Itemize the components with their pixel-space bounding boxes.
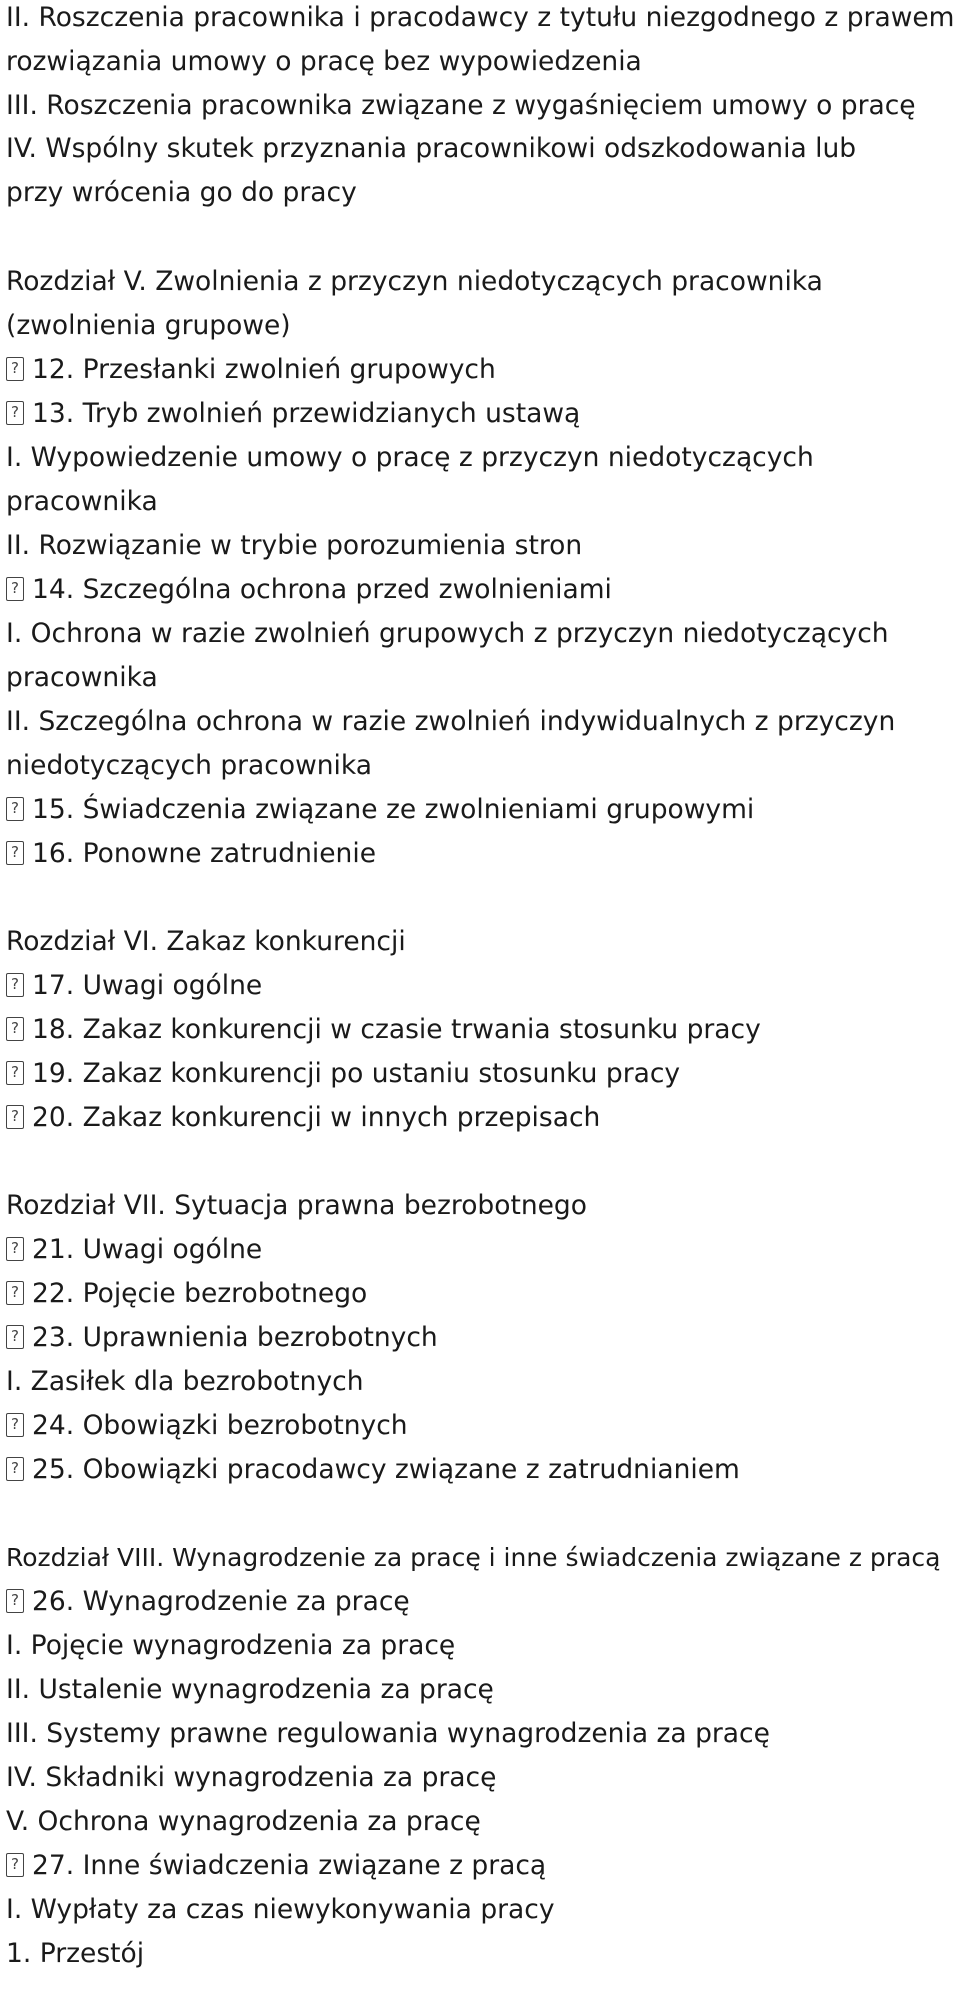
toc-line xyxy=(6,1800,481,1844)
toc-line xyxy=(6,612,889,656)
line-text: V. Ochrona wynagrodzenia za pracę xyxy=(6,1806,481,1837)
toc-line xyxy=(6,700,895,744)
missing-glyph-icon xyxy=(6,1237,24,1261)
line-text: pracownika xyxy=(6,486,158,517)
toc-line xyxy=(6,1360,364,1404)
line-text: przy wrócenia go do pracy xyxy=(6,177,357,208)
toc-section xyxy=(6,1448,740,1492)
missing-glyph-icon xyxy=(6,1325,24,1349)
toc-section xyxy=(6,392,580,436)
line-text: 17. Uwagi ogólne xyxy=(32,970,263,1001)
missing-glyph-icon xyxy=(6,577,24,601)
line-text: II. Szczególna ochrona w razie zwolnień indywidualnych z przyczyn xyxy=(6,706,896,737)
line-text: (zwolnienia grupowe) xyxy=(6,310,291,341)
chapter-heading xyxy=(6,1184,587,1228)
toc-line xyxy=(6,1756,496,1800)
toc-line xyxy=(6,127,856,171)
missing-glyph-icon xyxy=(6,401,24,425)
toc-section xyxy=(6,1404,408,1448)
line-text: 24. Obowiązki bezrobotnych xyxy=(32,1410,408,1441)
line-text: rozwiązania umowy o pracę bez wypowiedzenia xyxy=(6,46,642,77)
line-text: 19. Zakaz konkurencji po ustaniu stosunku pracy xyxy=(32,1058,681,1089)
line-text: niedotyczących pracownika xyxy=(6,750,373,781)
line-text: III. Roszczenia pracownika związane z wygaśnięciem umowy o pracę xyxy=(6,90,916,121)
line-text: IV. Składniki wynagrodzenia za pracę xyxy=(6,1762,497,1793)
toc-line xyxy=(6,1712,770,1756)
toc-line xyxy=(6,171,357,215)
line-text: II. Rozwiązanie w trybie porozumienia stron xyxy=(6,530,583,561)
toc-line xyxy=(6,40,642,84)
toc-line xyxy=(6,1932,144,1976)
missing-glyph-icon xyxy=(6,1413,24,1437)
toc-section xyxy=(6,1316,438,1360)
toc-section xyxy=(6,788,754,832)
line-text: 15. Świadczenia związane ze zwolnieniami grupowymi xyxy=(32,794,755,825)
toc-line xyxy=(6,656,158,700)
toc-line xyxy=(6,304,291,348)
line-text: 27. Inne świadczenia związane z pracą xyxy=(32,1850,547,1881)
line-text: 1. Przestój xyxy=(6,1938,145,1969)
missing-glyph-icon xyxy=(6,841,24,865)
line-text: IV. Wspólny skutek przyznania pracownikowi odszkodowania lub xyxy=(6,133,857,164)
line-text: II. Roszczenia pracownika i pracodawcy z tytułu niezgodnego z prawem xyxy=(6,2,955,33)
line-text: 12. Przesłanki zwolnień grupowych xyxy=(32,354,496,385)
line-text: Rozdział VII. Sytuacja prawna bezrobotnego xyxy=(6,1190,587,1221)
line-text: I. Wypowiedzenie umowy o pracę z przyczyn niedotyczących xyxy=(6,442,814,473)
line-text: I. Zasiłek dla bezrobotnych xyxy=(6,1366,364,1397)
toc-line xyxy=(6,524,582,568)
toc-line xyxy=(6,84,916,128)
line-text: pracownika xyxy=(6,662,158,693)
chapter-heading xyxy=(6,1536,940,1580)
toc-section xyxy=(6,1008,761,1052)
toc-line xyxy=(6,1668,494,1712)
missing-glyph-icon xyxy=(6,1589,24,1613)
chapter-heading xyxy=(6,260,823,304)
missing-glyph-icon xyxy=(6,797,24,821)
missing-glyph-icon xyxy=(6,1061,24,1085)
toc-line xyxy=(6,0,955,40)
toc-line xyxy=(6,744,372,788)
line-text: 20. Zakaz konkurencji w innych przepisach xyxy=(32,1102,601,1133)
line-text: Rozdział VI. Zakaz konkurencji xyxy=(6,926,406,957)
missing-glyph-icon xyxy=(6,1457,24,1481)
toc-line xyxy=(6,436,814,480)
chapter-heading xyxy=(6,920,406,964)
line-text: 18. Zakaz konkurencji w czasie trwania stosunku pracy xyxy=(32,1014,761,1045)
toc-section xyxy=(6,1844,546,1888)
toc-section xyxy=(6,348,496,392)
line-text: III. Systemy prawne regulowania wynagrodzenia za pracę xyxy=(6,1718,770,1749)
toc-section xyxy=(6,1052,680,1096)
line-text: 23. Uprawnienia bezrobotnych xyxy=(32,1322,438,1353)
missing-glyph-icon xyxy=(6,357,24,381)
toc-line xyxy=(6,1888,555,1932)
line-text: Rozdział V. Zwolnienia z przyczyn niedotyczących pracownika xyxy=(6,266,823,297)
line-text: 22. Pojęcie bezrobotnego xyxy=(32,1278,368,1309)
line-text: I. Pojęcie wynagrodzenia za pracę xyxy=(6,1630,456,1661)
line-text: I. Ochrona w razie zwolnień grupowych z przyczyn niedotyczących xyxy=(6,618,889,649)
line-text: 26. Wynagrodzenie za pracę xyxy=(32,1586,410,1617)
missing-glyph-icon xyxy=(6,1281,24,1305)
toc-section xyxy=(6,1228,262,1272)
missing-glyph-icon xyxy=(6,973,24,997)
line-text: 14. Szczególna ochrona przed zwolnieniami xyxy=(32,574,612,605)
missing-glyph-icon xyxy=(6,1853,24,1877)
line-text: 21. Uwagi ogólne xyxy=(32,1234,263,1265)
toc-section xyxy=(6,964,262,1008)
line-text: 16. Ponowne zatrudnienie xyxy=(32,838,376,869)
toc-line xyxy=(6,1624,455,1668)
toc-section xyxy=(6,1272,367,1316)
toc-section xyxy=(6,568,612,612)
toc-line xyxy=(6,480,158,524)
missing-glyph-icon xyxy=(6,1017,24,1041)
line-text: Rozdział VIII. Wynagrodzenie za pracę i inne świadczenia związane z pracą xyxy=(6,1543,941,1572)
toc-section xyxy=(6,832,376,876)
missing-glyph-icon xyxy=(6,1105,24,1129)
line-text: 25. Obowiązki pracodawcy związane z zatrudnianiem xyxy=(32,1454,740,1485)
line-text: I. Wypłaty za czas niewykonywania pracy xyxy=(6,1894,555,1925)
toc-section xyxy=(6,1096,600,1140)
line-text: 13. Tryb zwolnień przewidzianych ustawą xyxy=(32,398,581,429)
toc-section xyxy=(6,1580,410,1624)
line-text: II. Ustalenie wynagrodzenia za pracę xyxy=(6,1674,494,1705)
